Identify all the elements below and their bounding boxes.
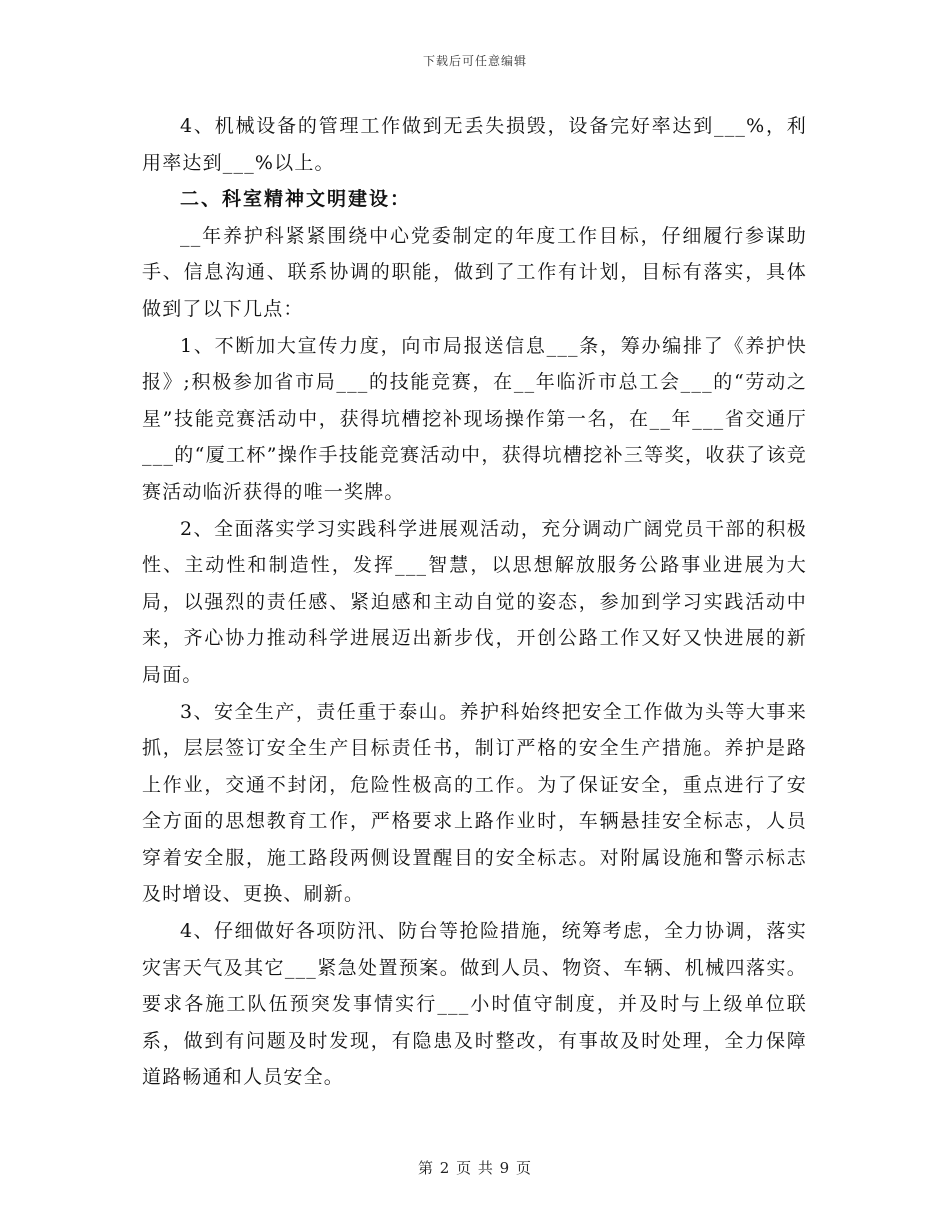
paragraph-flood-prevention: 4、仔细做好各项防汛、防台等抢险措施，统筹考虑，全力协调，落实灾害天气及其它___紧急处置预案。做到人员、物资、车辆、机械四落实。要求各施工队伍预突发事情实行___小时值守制度，并及时与上级单位联系，做到有问题及时发现，有隐患及时整改，有事故及时处理，全力保障道路畅通和人员安全。: [142, 920, 807, 1089]
paragraph-intro: __年养护科紧紧围绕中心党委制定的年度工作目标，仔细履行参谋助手、信息沟通、联系协调的职能，做到了工作有计划，目标有落实，具体做到了以下几点：: [142, 224, 807, 320]
paragraph-equipment-management: 4、机械设备的管理工作做到无丢失损毁，设备完好率达到___%，利用率达到___%以上。: [142, 115, 807, 174]
paragraph-study-practice: 2、全面落实学习实践科学进展观活动，充分调动广阔党员干部的积极性、主动性和制造性，发挥___智慧，以思想解放服务公路事业进展为大局，以强烈的责任感、紧迫感和主动自觉的姿态，参加到学习实践活动中来，齐心协力推动科学进展迈出新步伐，开创公路工作又好又快进展的新局面。: [142, 517, 807, 686]
page-number: 第 2 页 共 9 页: [418, 1159, 532, 1177]
paragraph-publicity: 1、不断加大宣传力度，向市局报送信息___条，筹办编排了《养护快报》;积极参加省市局___的技能竞赛，在__年临沂市总工会___的“劳动之星”技能竞赛活动中，获得坑槽挖补现场操作第一名，在__年___省交通厅___的“厦工杯”操作手技能竞赛活动中，获得坑槽挖补三等奖，收获了该竞赛活动临沂获得的唯一奖牌。: [142, 334, 807, 503]
section-heading-spiritual-civilization: 二、科室精神文明建设：: [180, 188, 412, 211]
paragraph-safety-production: 3、安全生产，责任重于泰山。养护科始终把安全工作做为头等大事来抓，层层签订安全生产目标责任书，制订严格的安全生产措施。养护是路上作业，交通不封闭，危险性极高的工作。为了保证安全，重点进行了安全方面的思想教育工作，严格要求上路作业时，车辆悬挂安全标志，人员穿着安全服，施工路段两侧设置醒目的安全标志。对附属设施和警示标志及时增设、更换、刷新。: [142, 700, 807, 906]
document-body: [142, 108, 807, 1096]
page-header: 下载后可任意编辑: [422, 54, 527, 68]
